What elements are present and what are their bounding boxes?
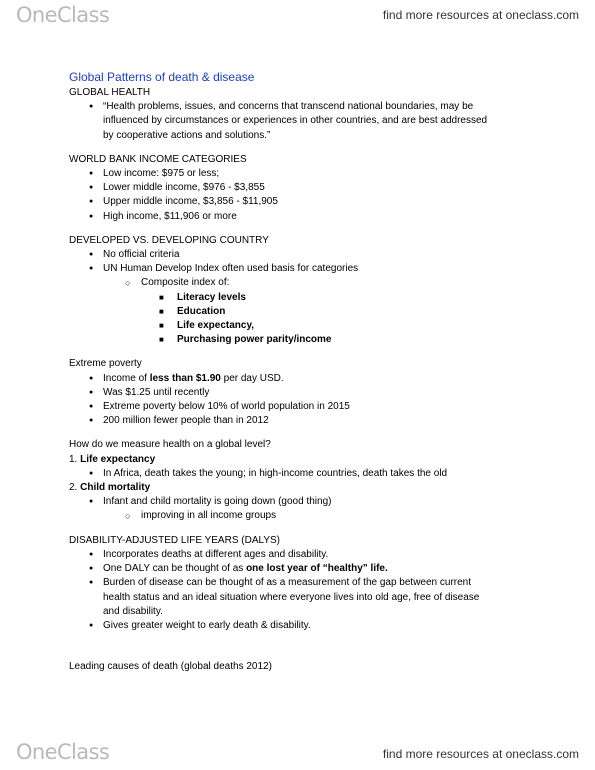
bold-text: less than $1.90 (149, 372, 221, 384)
quote-line: influenced by circumstances or experiences in other countries, and are best addressed (103, 115, 488, 127)
list-item (69, 562, 569, 576)
text: per day USD. (220, 372, 284, 384)
bold-text: one lost year of “healthy” life. (246, 563, 388, 575)
list-item (69, 576, 569, 619)
logo-text: OneClass (16, 740, 110, 764)
section-heading: WORLD BANK INCOME CATEGORIES (69, 153, 247, 165)
numbered-item (69, 481, 569, 495)
list-item: ● High income, $11,906 or more (69, 210, 569, 224)
document-body (69, 70, 569, 674)
bold-text: Life expectancy (80, 453, 156, 465)
text: Income of (103, 372, 150, 384)
item-number: 1. (69, 453, 81, 465)
text: One DALY can be thought of as (103, 563, 247, 575)
section-heading: Leading causes of death (global deaths 2012) (69, 661, 272, 673)
sub-list-item: ○ Composite index of: (69, 276, 569, 290)
text-line: ● Burden of disease can be thought of as a measurement of the gap between current (103, 577, 472, 589)
list-item: ● No official criteria (69, 248, 569, 262)
sub-list-item: ○ improving in all income groups (69, 509, 569, 523)
list-item (69, 372, 569, 386)
section-heading: DEVELOPED VS. DEVELOPING COUNTRY (69, 234, 269, 246)
list-item: ● Incorporates deaths at different ages and disability. (69, 548, 569, 562)
page-title: Global Patterns of death & disease (69, 70, 255, 84)
list-item: ● Lower middle income, $976 - $3,855 (69, 181, 569, 195)
section-heading: How do we measure health on a global level? (69, 439, 271, 451)
sub-sub-list-item: ■ Literacy levels (69, 291, 569, 305)
resources-link[interactable]: find more resources at oneclass.com (382, 747, 579, 761)
list-item: ● Was $1.25 until recently (69, 386, 569, 400)
list-item: ● Gives greater weight to early death & disability. (69, 619, 569, 633)
bold-text: Child mortality (80, 482, 151, 494)
quote-line: by cooperative actions and solutions.” (103, 129, 271, 141)
list-item: ● In Africa, death takes the young; in high-income countries, death takes the old (69, 467, 569, 481)
item-number: 2. (69, 482, 81, 494)
sub-sub-list-item: ■ Education (69, 305, 569, 319)
list-item: ● Extreme poverty below 10% of world population in 2015 (69, 400, 569, 414)
page-header (0, 0, 595, 32)
section-heading: DISABILITY-ADJUSTED LIFE YEARS (DALYS) (69, 534, 280, 546)
sub-sub-list-item: ■ Purchasing power parity/income (69, 333, 569, 347)
oneclass-logo[interactable] (16, 3, 109, 27)
list-item (69, 100, 569, 143)
text-line: health status and an ideal situation where everyone lives into old age, free of disease (103, 591, 480, 603)
list-item: ● UN Human Develop Index often used basis for categories (69, 262, 569, 276)
list-item: ● 200 million fewer people than in 2012 (69, 414, 569, 428)
list-item: ● Infant and child mortality is going down (good thing) (69, 495, 569, 509)
list-item: ● Low income: $975 or less; (69, 167, 569, 181)
section-heading: Extreme poverty (69, 358, 142, 370)
numbered-item (69, 453, 569, 467)
logo-text: OneClass (16, 3, 110, 27)
quote-line: ● “Health problems, issues, and concerns that transcend national boundaries, may be (103, 101, 474, 113)
text-line: and disability. (103, 605, 163, 617)
resources-link[interactable]: find more resources at oneclass.com (382, 8, 579, 22)
sub-sub-list-item: ■ Life expectancy, (69, 319, 569, 333)
list-item: ● Upper middle income, $3,856 - $11,905 (69, 195, 569, 209)
oneclass-logo[interactable] (16, 740, 109, 764)
section-heading: GLOBAL HEALTH (69, 87, 151, 98)
